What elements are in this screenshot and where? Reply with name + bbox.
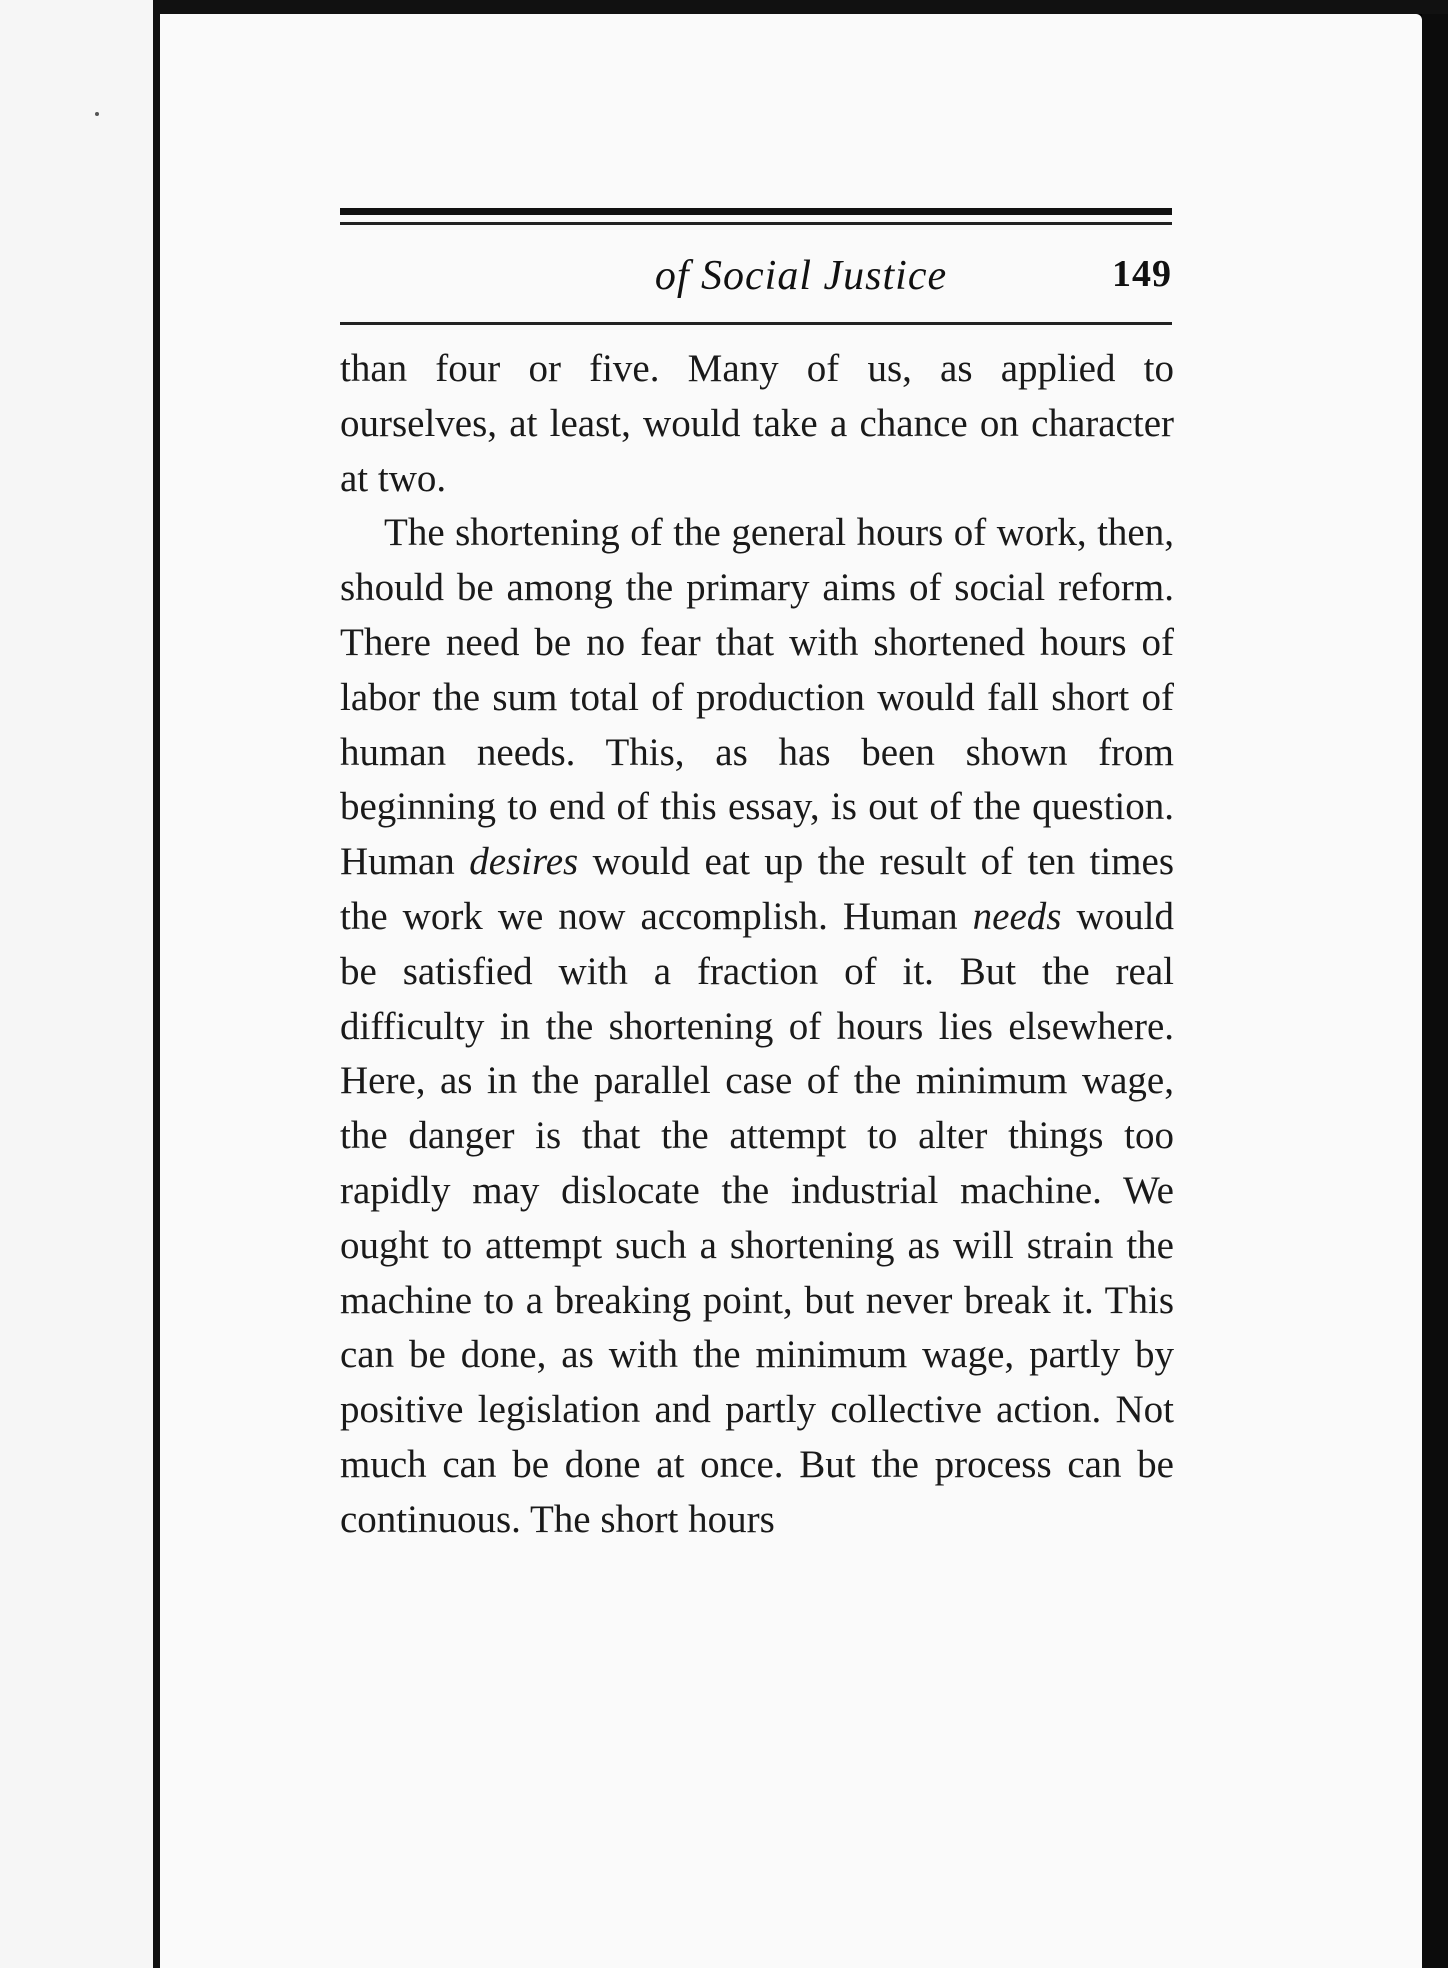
scan-speck — [95, 112, 99, 116]
paragraph-text: would be satisfied with a fraction of it. But the real difficulty in the shortening of hours lies elsewhere. Here, as in the parallel case of the minimum wage, the danger is that the attempt to alter things too rapidly may dislocate the industrial machine. We ought to attempt such a shortening as will strain the machine to a breaking point, but never break it. This can be done, as with the minimum wage, partly by positive legislation and partly collective action. Not much can be done at once. But the process can be continuous. The short hours — [340, 894, 1174, 1541]
book-gutter — [153, 14, 160, 1968]
paragraph-text: The shortening of the general hours of work, then, should be among the primary aims of social reform. There need be no fear that with shortened hours of labor the sum total of production would fall short of human needs. This, as has been shown from beginning to end of this essay, is out of the question. Human — [340, 511, 1174, 884]
scan-right-edge — [1422, 14, 1448, 1968]
paragraph: than four or five. Many of us, as applied to ourselves, at least, would take a chance on character at two. — [340, 347, 1174, 500]
emphasis-text: desires — [469, 840, 579, 884]
header-rule-thick — [340, 208, 1172, 215]
running-header — [340, 252, 1172, 312]
scan-top-edge — [0, 0, 1448, 14]
page-number: 149 — [1112, 253, 1172, 295]
page-body — [340, 342, 1174, 1548]
running-title: of Social Justice — [654, 253, 948, 299]
paragraph-text: would eat up the result of ten times the work we now accomplish. Human — [340, 840, 1175, 938]
header-rule-bottom — [340, 322, 1172, 325]
facing-page-margin — [0, 0, 153, 1968]
paragraph — [340, 506, 1174, 1547]
emphasis-text: needs — [972, 894, 1062, 938]
header-rule-thin — [340, 222, 1172, 225]
